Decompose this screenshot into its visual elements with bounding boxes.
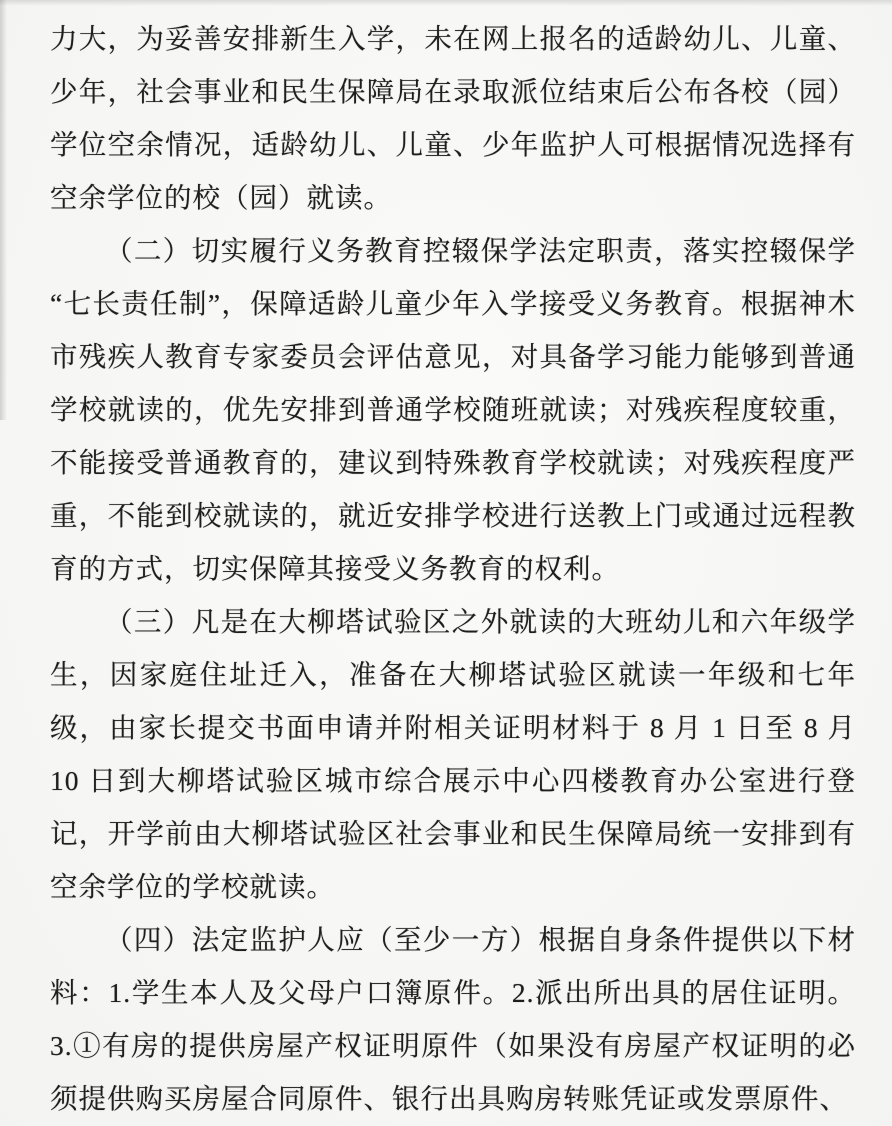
paragraph-item-2: （二）切实履行义务教育控辍保学法定职责，落实控辍保学“七长责任制”，保障适龄儿童少年入学接受义务教育。根据神木市残疾人教育专家委员会评估意见，对具备学习能力能够到普通学校就读的，优先安排到普通学校随班就读；对残疾程度较重，不能接受普通教育的，建议到特殊教育学校就读；对残疾程度严重，不能到校就读的，就近安排学校进行送教上门或通过远程教育的方式，切实保障其接受义务教育的权利。	[50, 235, 856, 584]
paragraph-item-4: （四）法定监护人应（至少一方）根据自身条件提供以下材料：1.学生本人及父母户口簿原件。2.派出所出具的居住证明。3.①有房的提供房屋产权证明原件（如果没有房屋产权证明的必须提供购买房屋合同原件、银行出具购房转账凭证或发票原件、	[50, 924, 856, 1114]
scan-edge-artifact-top	[0, 0, 892, 6]
paragraph-item-3: （三）凡是在大柳塔试验区之外就读的大班幼儿和六年级学生，因家庭住址迁入，准备在大柳塔试验区就读一年级和七年级，由家长提交书面申请并附相关证明材料于 8 月 1 日至 8 月 10 日到大柳塔试验区城市综合展示中心四楼教育办公室进行登记，开学前由大柳塔试验区社会事业和民生保障局统一安排到有空余学位的学校就读。	[50, 606, 856, 902]
scan-edge-artifact-left	[0, 0, 7, 420]
document-text-block	[50, 12, 856, 1125]
paragraph-continuation: 力大，为妥善安排新生入学，未在网上报名的适龄幼儿、儿童、少年，社会事业和民生保障局在录取派位结束后公布各校（园）学位空余情况，适龄幼儿、儿童、少年监护人可根据情况选择有空余学位的校（园）就读。	[50, 23, 856, 213]
